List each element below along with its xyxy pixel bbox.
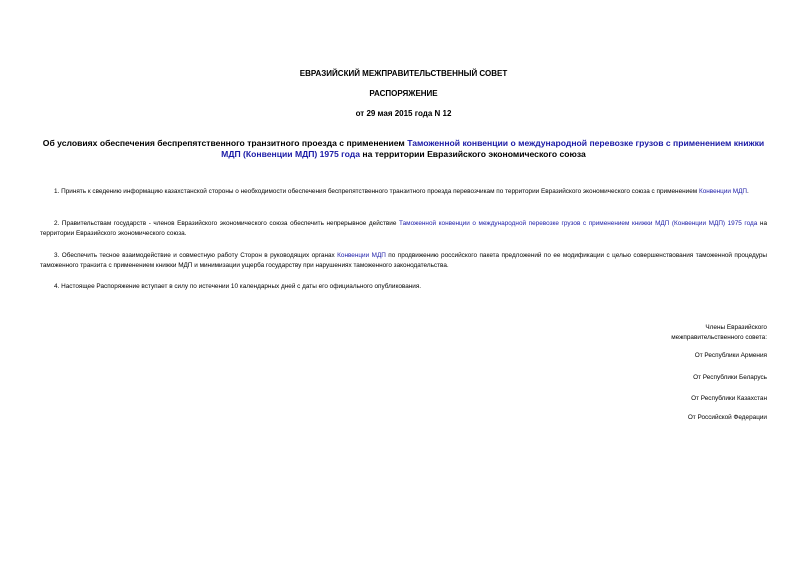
title-convention-link[interactable]: Таможенной конвенции о международной перевозке грузов с применением книжки МДП (Конвенции МДП) 1975 года	[221, 138, 765, 159]
paragraph-1	[40, 187, 767, 197]
signature-kazakhstan: От Республики Казахстан	[691, 395, 767, 402]
paragraph-3	[40, 251, 767, 271]
paragraph-1-convention-link[interactable]: Конвенции МДП	[698, 188, 748, 195]
council-heading: ЕВРАЗИЙСКИЙ МЕЖПРАВИТЕЛЬСТВЕННЫЙ СОВЕТ	[299, 69, 508, 78]
document-type-heading: РАСПОРЯЖЕНИЕ	[369, 89, 438, 98]
signature-armenia: От Республики Армения	[694, 352, 767, 359]
signature-russia: От Российской Федерации	[687, 414, 767, 421]
paragraph-3-end: по продвижению российского пакета предложений по ее модификации с целью совершенствования таможенной процедуры таможенного транзита с применением книжки МДП и минимизации ущерба государству при нарушениях таможенного законодательства.	[40, 252, 767, 269]
paragraph-1-end: .	[747, 188, 749, 195]
paragraph-3-convention-link[interactable]: Конвенции МДП	[337, 252, 386, 259]
paragraph-2-text: 2. Правительствам государств - членов Евразийского экономического союза обеспечить непрерывное действие	[54, 220, 400, 227]
paragraph-2-end: на территории Евразийского экономического союза.	[40, 220, 768, 237]
paragraph-3-text: 3. Обеспечить тесное взаимодействие и совместную работу Сторон в руководящих органах	[54, 252, 338, 259]
title-prefix: Об условиях обеспечения беспрепятственного транзитного проезда с применением	[42, 138, 408, 148]
paragraph-4	[40, 282, 767, 292]
signature-belarus: От Республики Беларусь	[693, 374, 767, 381]
paragraph-2-convention-link[interactable]: Таможенной конвенции о международной перевозке грузов с применением книжки МДП (Конвенции МДП) 1975 года	[399, 220, 758, 227]
date-number-heading: от 29 мая 2015 года N 12	[355, 109, 452, 118]
paragraph-1-text: 1. Принять к сведению информацию казахстанской стороны о необходимости обеспечения беспрепятственного транзитного проезда перевозчикам по территории Евразийского экономического союза с применением	[54, 188, 699, 195]
document-title	[40, 138, 767, 160]
signature-members-line-1: Члены Евразийского	[705, 324, 767, 331]
paragraph-2	[40, 219, 767, 239]
signature-members-line-2: межправительственного совета:	[671, 334, 767, 341]
paragraph-4-text: 4. Настоящее Распоряжение вступает в силу по истечении 10 календарных дней с даты его официального опубликования.	[54, 283, 422, 290]
title-suffix: на территории Евразийского экономического союза	[360, 149, 586, 159]
